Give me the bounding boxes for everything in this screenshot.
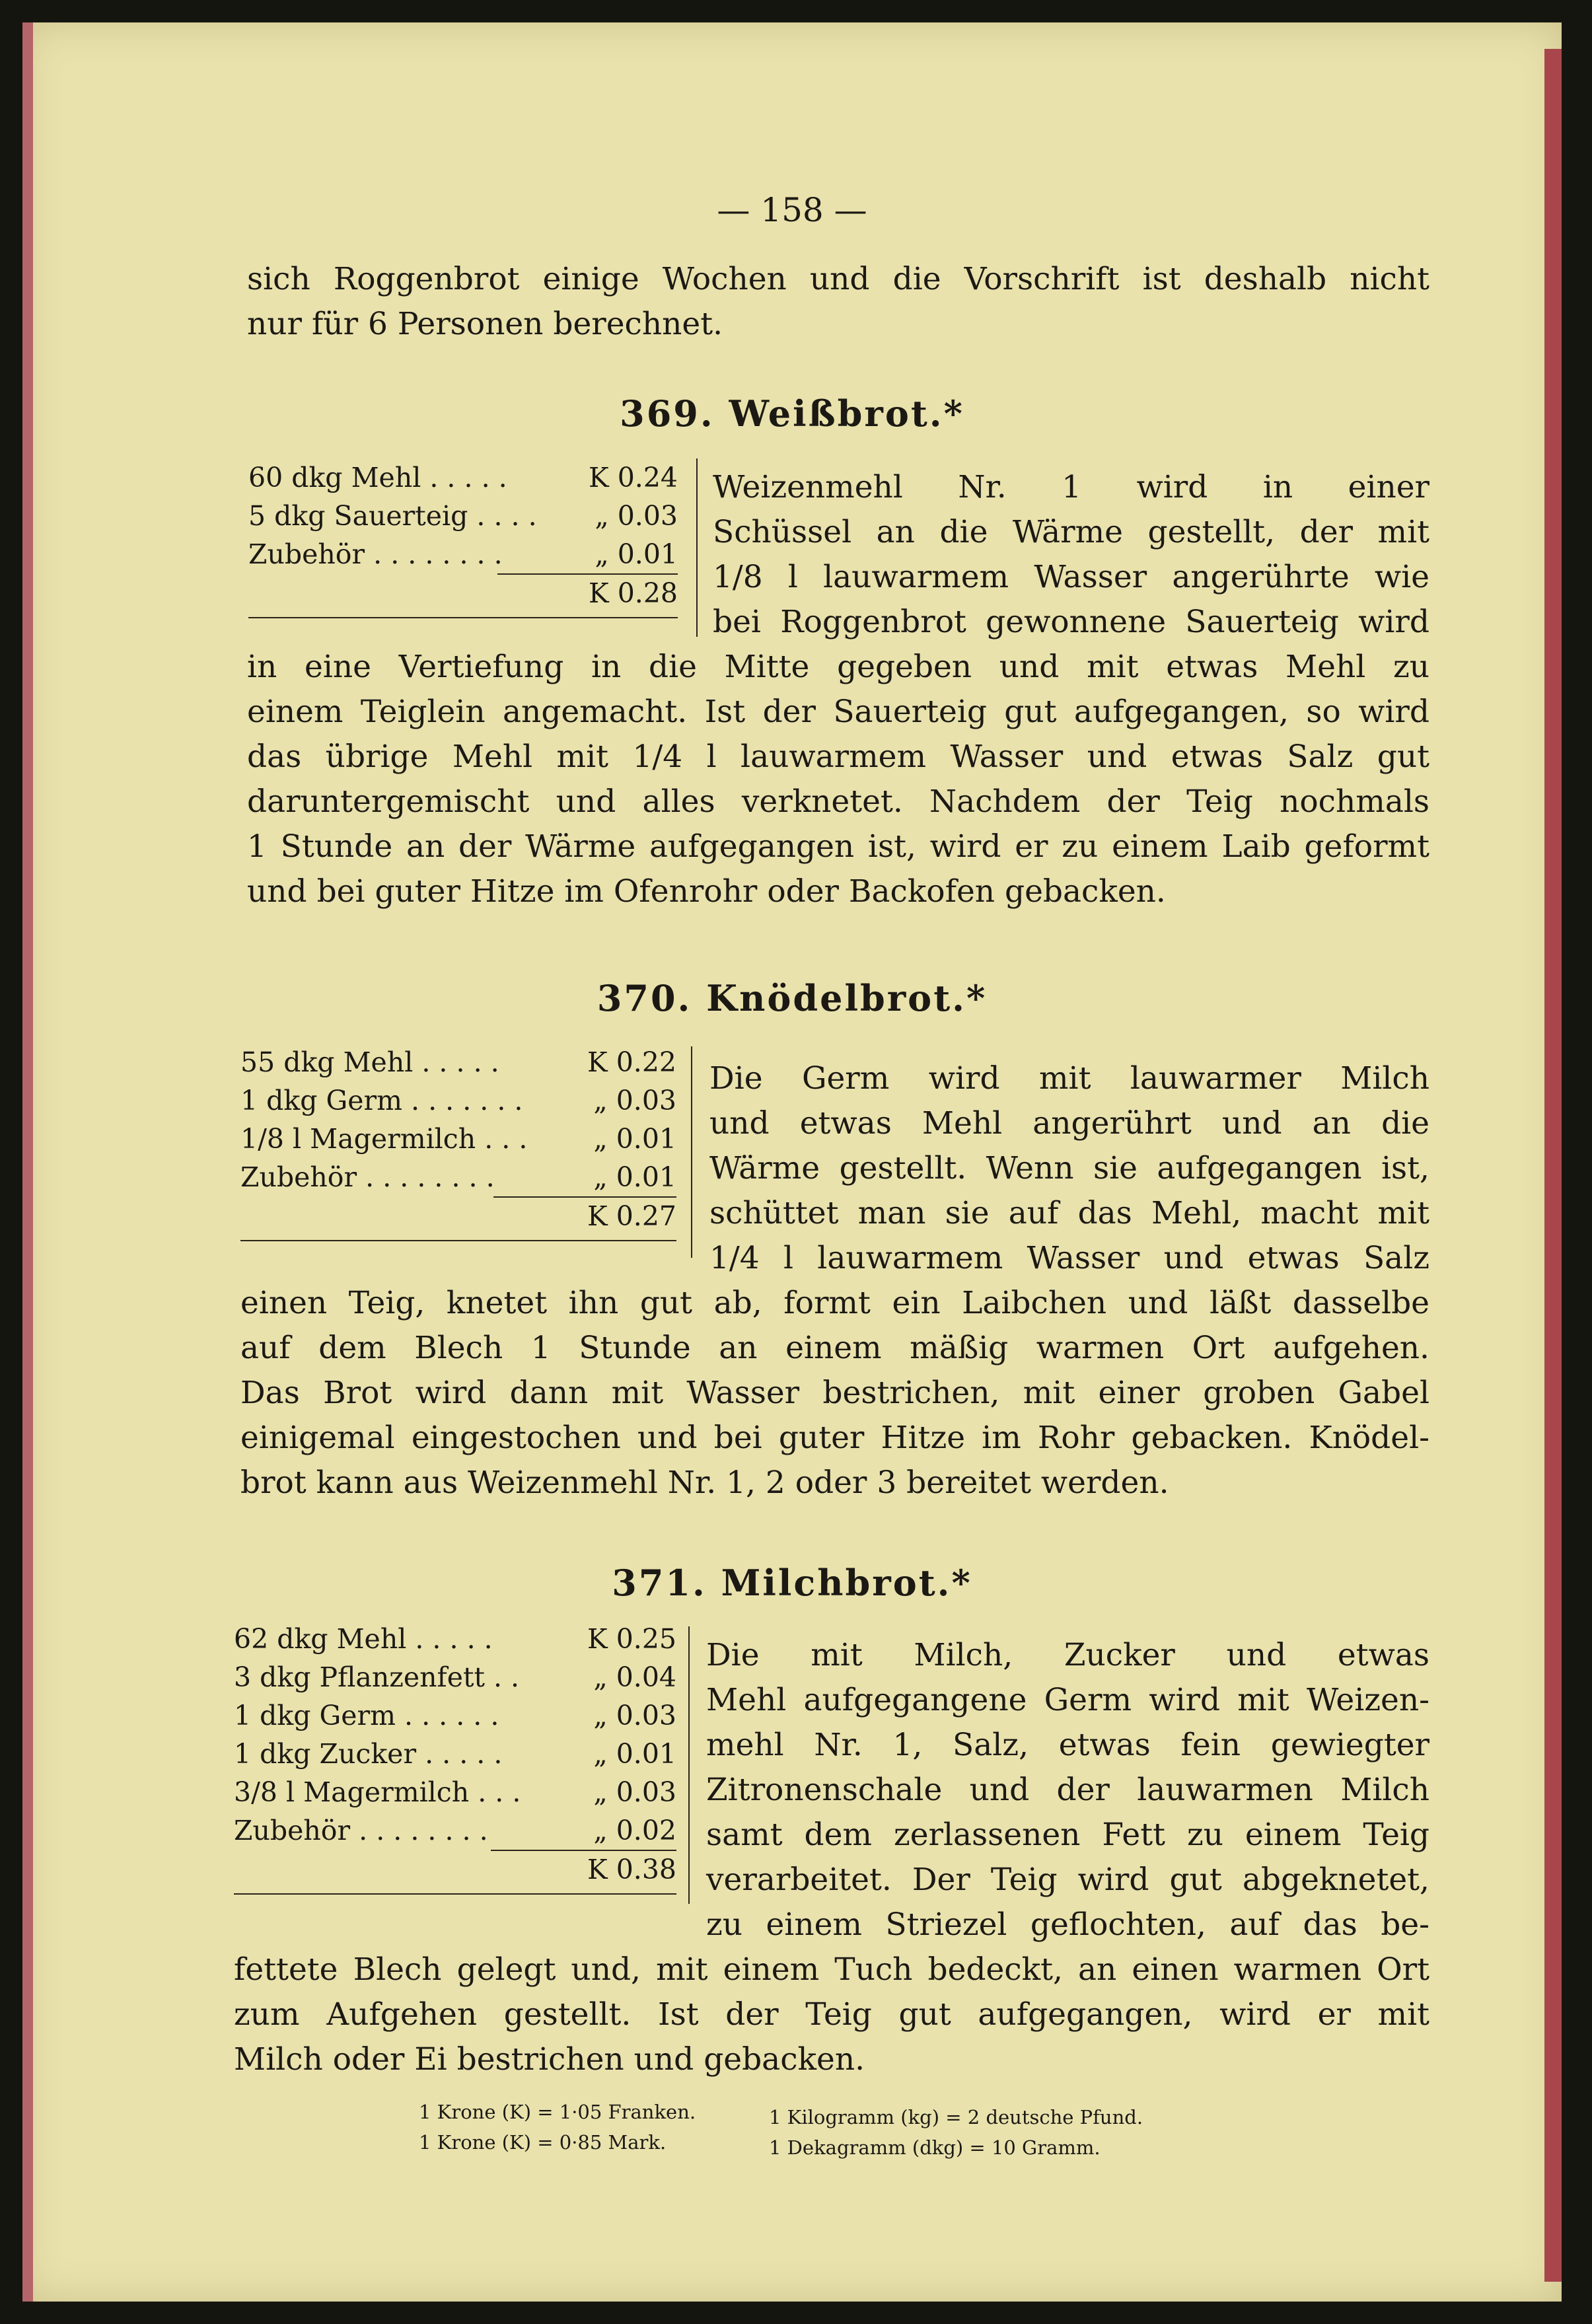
recipe-369-line-6: und bei guter Hitze im Ofenrohr oder Backofen gebacken. — [247, 873, 1166, 910]
ingredient-row: 1 dkg Zucker . . . . . „ 0.01 — [234, 1738, 676, 1770]
ingredient-row: 62 dkg Mehl . . . . . K 0.25 — [234, 1623, 676, 1655]
recipe-369-ingredients — [248, 458, 678, 618]
recipe-369-total: K 0.28 — [497, 573, 678, 612]
recipe-369-line-4: daruntergemischt und alles verknetet. Nachdem der Teig nochmals — [247, 783, 1429, 820]
ingredient-rule — [240, 1240, 676, 1241]
recipe-370-side-1: Die Germ wird mit lauwarmer Milch — [709, 1060, 1429, 1097]
recipe-369-line-1: in eine Vertiefung in die Mitte gegeben und mit etwas Mehl zu — [247, 649, 1429, 685]
recipe-370-total: K 0.27 — [493, 1196, 676, 1235]
recipe-370-line-3: Das Brot wird dann mit Wasser bestrichen, mit einer groben Gabel — [240, 1375, 1429, 1411]
ingredient-row: 3/8 l Magermilch . . . „ 0.03 — [234, 1776, 676, 1808]
ingredient-row: 1 dkg Germ . . . . . . . „ 0.03 — [240, 1085, 676, 1116]
ingredient-row: 3 dkg Pflanzenfett . . „ 0.04 — [234, 1661, 676, 1693]
recipe-371-ingredients — [234, 1620, 676, 1895]
recipe-371-side-2: Mehl aufgegangene Germ wird mit Weizen- — [706, 1682, 1429, 1718]
ingredient-row: 55 dkg Mehl . . . . . K 0.22 — [240, 1046, 676, 1078]
ingredient-divider — [696, 458, 698, 637]
recipe-369-side-4: bei Roggenbrot gewonnene Sauerteig wird — [713, 604, 1429, 640]
recipe-370-line-4: einigemal eingestochen und bei guter Hitze im Rohr gebacken. Knödel- — [240, 1420, 1429, 1456]
ingredient-divider — [691, 1046, 692, 1258]
ingredient-rule — [248, 617, 678, 618]
recipe-371-side-3: mehl Nr. 1, Salz, etwas fein gewiegter — [706, 1727, 1429, 1763]
footnote-line: 1 Krone (K) = 1·05 Franken. — [419, 2101, 696, 2123]
page-edge-left — [22, 22, 33, 2302]
recipe-369-line-2: einem Teiglein angemacht. Ist der Sauerteig gut aufgegangen, so wird — [247, 694, 1429, 730]
recipe-370-side-3: Wärme gestellt. Wenn sie aufgegangen ist, — [709, 1150, 1429, 1186]
recipe-371-heading: 371. Milchbrot.* — [612, 1562, 972, 1604]
recipe-370-side-5: 1/4 l lauwarmem Wasser und etwas Salz — [709, 1240, 1429, 1276]
ingredient-row: Zubehör . . . . . . . . „ 0.01 — [240, 1161, 676, 1193]
ingredient-row: 5 dkg Sauerteig . . . . „ 0.03 — [248, 500, 678, 532]
ingredient-row: 1 dkg Germ . . . . . . „ 0.03 — [234, 1700, 676, 1731]
recipe-369-heading: 369. Weißbrot.* — [620, 392, 964, 435]
footnote-line: 1 Kilogramm (kg) = 2 deutsche Pfund. — [769, 2106, 1143, 2128]
book-cover-edge — [1544, 49, 1562, 2282]
recipe-371-side-4: Zitronenschale und der lauwarmen Milch — [706, 1772, 1429, 1808]
intro-line-1: sich Roggenbrot einige Wochen und die Vorschrift ist deshalb nicht — [247, 261, 1429, 297]
recipe-371-side-1: Die mit Milch, Zucker und etwas — [706, 1637, 1429, 1673]
recipe-369-side-3: 1/8 l lauwarmem Wasser angerührte wie — [713, 559, 1429, 595]
recipe-371-total: K 0.38 — [491, 1850, 676, 1888]
page-number: — 158 — — [717, 191, 867, 229]
recipe-371-side-7: zu einem Striezel geflochten, auf das be- — [706, 1906, 1429, 1943]
ingredient-row: 60 dkg Mehl . . . . . K 0.24 — [248, 462, 678, 493]
footnote-line: 1 Dekagramm (dkg) = 10 Gramm. — [769, 2136, 1101, 2159]
footnote-line: 1 Krone (K) = 0·85 Mark. — [419, 2131, 667, 2154]
recipe-371-line-3: Milch oder Ei bestrichen und gebacken. — [234, 2041, 865, 2078]
recipe-370-line-1: einen Teig, knetet ihn gut ab, formt ein Laibchen und läßt dasselbe — [240, 1285, 1429, 1321]
footnote-weights — [769, 2102, 1143, 2163]
ingredient-rule — [234, 1893, 676, 1895]
recipe-369-line-3: das übrige Mehl mit 1/4 l lauwarmem Wasser und etwas Salz gut — [247, 739, 1429, 775]
ingredient-divider — [688, 1626, 690, 1904]
recipe-370-side-4: schüttet man sie auf das Mehl, macht mit — [709, 1195, 1429, 1231]
recipe-370-heading: 370. Knödelbrot.* — [597, 977, 988, 1019]
intro-line-2: nur für 6 Personen berechnet. — [247, 306, 723, 342]
recipe-370-line-5: brot kann aus Weizenmehl Nr. 1, 2 oder 3 bereitet werden. — [240, 1465, 1169, 1501]
footnote-currency — [419, 2097, 696, 2158]
ingredient-row: 1/8 l Magermilch . . . „ 0.01 — [240, 1123, 676, 1155]
ingredient-row: Zubehör . . . . . . . . „ 0.01 — [248, 538, 678, 570]
recipe-371-side-5: samt dem zerlassenen Fett zu einem Teig — [706, 1817, 1429, 1853]
recipe-371-line-2: zum Aufgehen gestellt. Ist der Teig gut aufgegangen, wird er mit — [234, 1996, 1429, 2033]
recipe-370-side-2: und etwas Mehl angerührt und an die — [709, 1105, 1429, 1142]
recipe-369-side-2: Schüssel an die Wärme gestellt, der mit — [713, 514, 1429, 550]
recipe-370-ingredients — [240, 1043, 676, 1241]
recipe-369-line-5: 1 Stunde an der Wärme aufgegangen ist, wird er zu einem Laib geformt — [247, 828, 1429, 865]
recipe-371-side-6: verarbeitet. Der Teig wird gut abgeknetet, — [706, 1862, 1429, 1898]
recipe-371-line-1: fettete Blech gelegt und, mit einem Tuch bedeckt, an einen warmen Ort — [234, 1951, 1429, 1988]
recipe-370-line-2: auf dem Blech 1 Stunde an einem mäßig warmen Ort aufgehen. — [240, 1330, 1429, 1366]
recipe-369-side-1: Weizenmehl Nr. 1 wird in einer — [713, 469, 1429, 505]
ingredient-row: Zubehör . . . . . . . . „ 0.02 — [234, 1815, 676, 1846]
book-page — [22, 22, 1562, 2302]
